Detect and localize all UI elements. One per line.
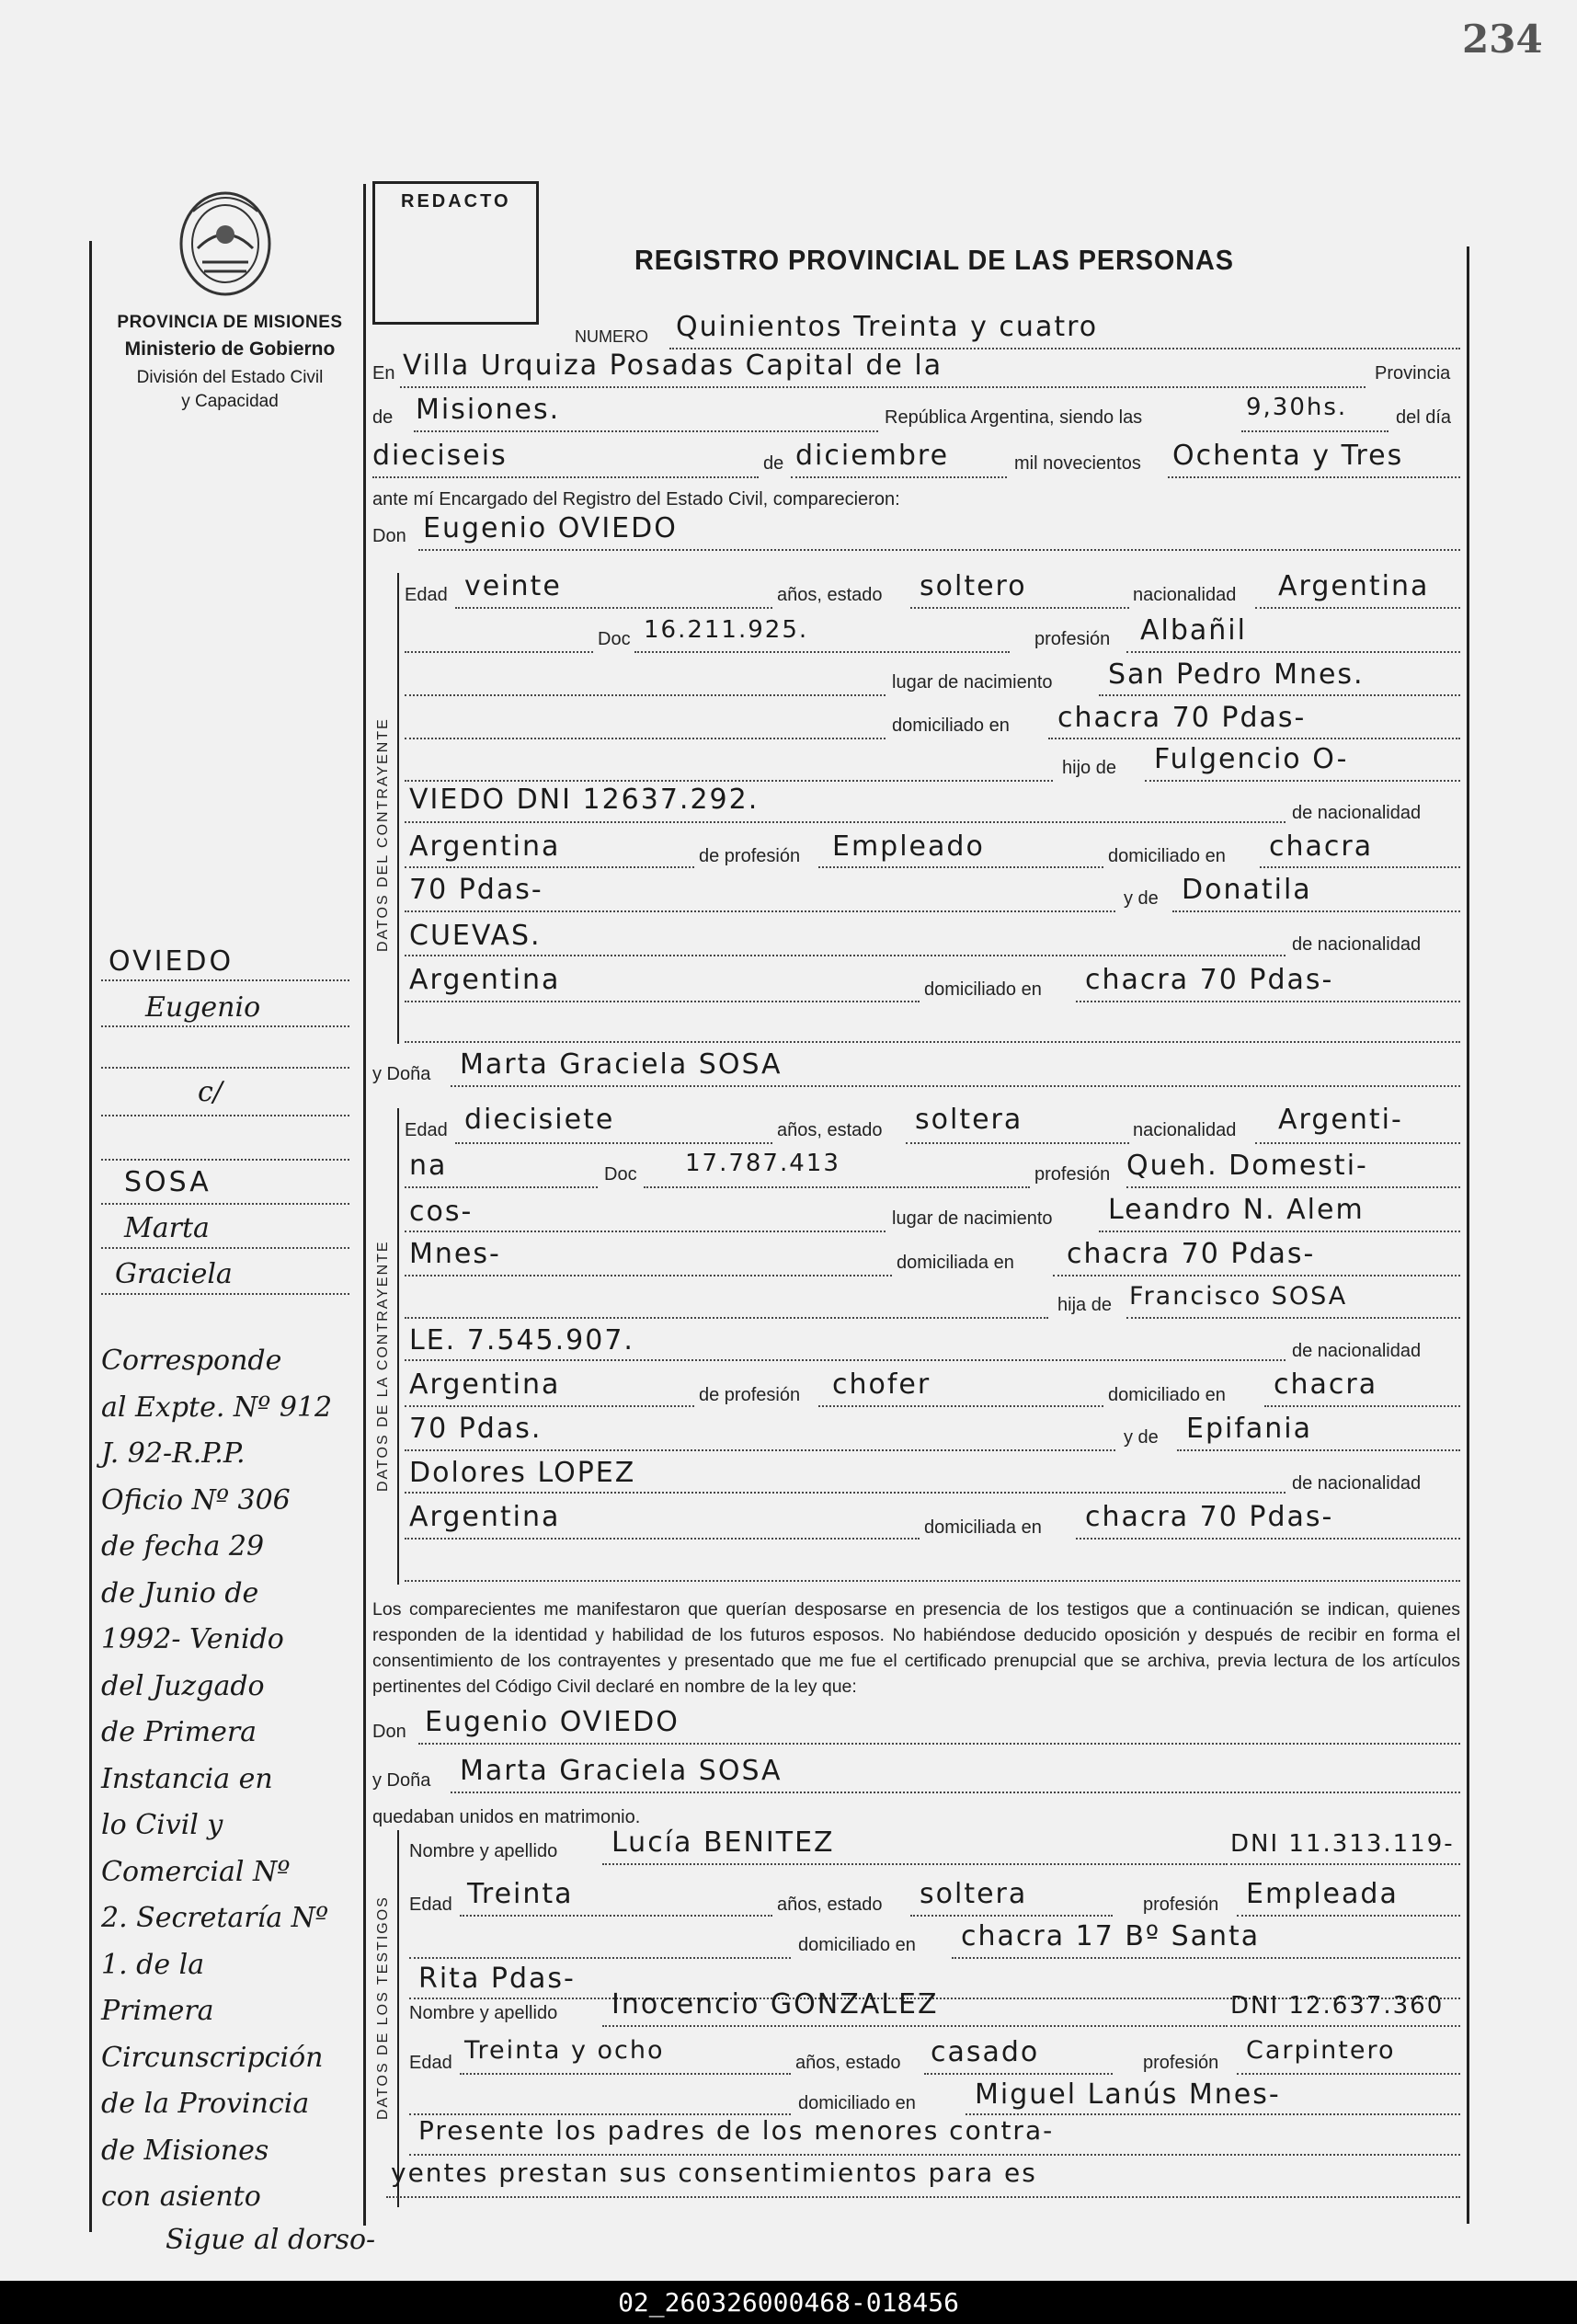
field-bride-madre: Epifania xyxy=(1186,1413,1313,1445)
field-don: Eugenio OVIEDO xyxy=(423,512,678,544)
label-anos-estado-t2: años, estado xyxy=(795,2053,901,2073)
label-dona: y Doña xyxy=(372,1064,431,1084)
label-madre-nacionalidad-b: de nacionalidad xyxy=(1292,1473,1422,1494)
label-madre-domiciliado: domiciliado en xyxy=(924,979,1042,1000)
witness-section-label: DATOS DE LOS TESTIGOS xyxy=(375,1895,391,2120)
label-anos-estado-b: años, estado xyxy=(777,1120,883,1140)
label-lugar-nacimiento-b: lugar de nacimiento xyxy=(892,1208,1053,1229)
label-de-mes: de xyxy=(763,453,784,474)
field-groom-padre-cont: VIEDO DNI 12637.292. xyxy=(409,784,760,816)
bride-section-line xyxy=(397,1108,399,1585)
margin-line-10: Instancia en xyxy=(101,1762,273,1795)
label-hijo-de: hijo de xyxy=(1062,758,1116,778)
field-t2-estado: casado xyxy=(931,2036,1040,2068)
label-hija-de: hija de xyxy=(1057,1295,1112,1315)
field-bride-lugar-cont: Mnes- xyxy=(409,1238,501,1270)
field-provincia-de: Misiones. xyxy=(416,394,561,426)
label-edad-t2: Edad xyxy=(409,2053,452,2073)
division-line-2: y Capacidad xyxy=(181,392,279,411)
field-groom-lugar: San Pedro Mnes. xyxy=(1108,658,1365,691)
margin-line-7: 1992- Venido xyxy=(101,1623,284,1655)
label-madre-nacionalidad: de nacionalidad xyxy=(1292,934,1422,955)
label-nacionalidad-b: nacionalidad xyxy=(1133,1120,1237,1140)
field-t1-nombre: Lucía BENITEZ xyxy=(611,1826,835,1859)
redacto-box xyxy=(372,181,539,325)
margin-line-3: J. 92-R.P.P. xyxy=(101,1437,246,1470)
label-y-de-b: y de xyxy=(1124,1427,1159,1448)
label-del-dia: del día xyxy=(1396,407,1452,428)
field-groom-domicilio: chacra 70 Pdas- xyxy=(1057,702,1307,734)
field-t1-doc: DNI 11.313.119- xyxy=(1230,1830,1455,1858)
label-nombre-t2: Nombre y apellido xyxy=(409,2003,558,2023)
margin-line-12: Comercial Nº xyxy=(101,1855,291,1888)
label-edad-b: Edad xyxy=(405,1120,448,1140)
field-groom-profesion: Albañil xyxy=(1140,614,1247,647)
field-hora: 9,30hs. xyxy=(1246,394,1348,421)
label-en: En xyxy=(372,363,395,384)
margin-line-19: con asiento xyxy=(101,2181,261,2213)
field-t1-domicilio: chacra 17 Bº Santa xyxy=(961,1920,1261,1952)
margin-line-9: de Primera xyxy=(101,1716,257,1748)
label-de-nacionalidad: de nacionalidad xyxy=(1292,803,1422,823)
left-border xyxy=(89,241,92,2232)
field-bride-padre-prof: chofer xyxy=(832,1368,931,1401)
field-groom-padre-prof: Empleado xyxy=(832,830,985,863)
field-groom-padre: Fulgencio O- xyxy=(1154,743,1349,775)
margin-line-1: Corresponde xyxy=(101,1345,282,1377)
field-groom-estado: soltero xyxy=(920,570,1027,602)
groom-section-line xyxy=(397,573,399,1044)
field-t2-edad: Treinta y ocho xyxy=(464,2036,665,2065)
label-don: Don xyxy=(372,526,406,546)
field-bride-padre-dom: chacra xyxy=(1274,1368,1378,1401)
field-bride-padre-cont: LE. 7.545.907. xyxy=(409,1324,634,1357)
label-domiciliado-t2: domiciliado en xyxy=(798,2093,916,2113)
label-y-de: y de xyxy=(1124,888,1159,909)
margin-line-4: Oficio Nº 306 xyxy=(101,1483,291,1517)
field-groom-padre-dom: chacra xyxy=(1269,830,1374,863)
field-groom-madre-nac: Argentina xyxy=(409,964,561,996)
witness-section-line xyxy=(397,1830,399,2207)
field-bride-lugar: Leandro N. Alem xyxy=(1108,1194,1365,1226)
label-edad: Edad xyxy=(405,585,448,605)
field-bride-padre-dom2: 70 Pdas. xyxy=(409,1413,543,1445)
margin-line-8: del Juzgado xyxy=(101,1669,265,1702)
field-bride-padre-nac: Argentina xyxy=(409,1368,561,1401)
margin-line-13: 2. Secretaría Nº xyxy=(101,1902,329,1934)
label-padre-domiciliado: domiciliado en xyxy=(1108,846,1226,866)
field-bride-nacionalidad-cont: na xyxy=(409,1150,448,1182)
label-profesion-t1: profesión xyxy=(1143,1895,1219,1915)
field-mes: diciembre xyxy=(795,440,950,472)
margin-note-graciela: Graciela xyxy=(115,1258,233,1290)
label-profesion: profesión xyxy=(1034,629,1111,649)
ministry-name: Ministerio de Gobierno xyxy=(124,338,336,360)
field-t1-domicilio-cont: Rita Pdas- xyxy=(418,1963,576,1995)
field-bride-domicilio: chacra 70 Pdas- xyxy=(1067,1238,1316,1270)
label-profesion-b: profesión xyxy=(1034,1164,1111,1185)
field-decl-don: Eugenio OVIEDO xyxy=(425,1706,680,1738)
field-bride-profesion-cont: cos- xyxy=(409,1196,474,1228)
page-number: 234 xyxy=(1462,17,1543,62)
label-republica: República Argentina, siendo las xyxy=(885,407,1143,428)
field-t1-edad: Treinta xyxy=(467,1878,574,1910)
declaration-paragraph: Los comparecientes me manifestaron que querían desposarse en presencia de los testigos que a continuación se indican, quienes responden de la identidad y habilidad de los futuros esposos. No habiéndose deducido oposición y después de recibir en forma el consentimiento de los contrayentes y presentado que me fue el certificado prenupcial que se archiva, previa lectura de los artículos pertinentes del Código Civil declaré en nombre de la ley que: xyxy=(372,1599,1460,1697)
provincial-seal-icon xyxy=(175,184,276,303)
field-en: Villa Urquiza Posadas Capital de la xyxy=(403,349,943,382)
label-padre-domiciliado-b: domiciliado en xyxy=(1108,1385,1226,1405)
label-anos-estado-t1: años, estado xyxy=(777,1895,883,1915)
margin-line-2: al Expte. Nº 912 xyxy=(101,1391,333,1424)
margin-line-17: de la Provincia xyxy=(101,2088,310,2120)
margin-line-5: de fecha 29 xyxy=(101,1530,265,1563)
label-profesion-t2: profesión xyxy=(1143,2053,1219,2073)
label-mil-novecientos: mil novecientos xyxy=(1014,453,1141,474)
label-provincia: Provincia xyxy=(1375,363,1451,384)
margin-line-14: 1. de la xyxy=(101,1948,205,1981)
label-anos-estado: años, estado xyxy=(777,585,883,605)
margin-line-11: lo Civil y xyxy=(101,1809,223,1841)
field-t2-doc: DNI 12.637.360 xyxy=(1230,1992,1445,2020)
form-title: REGISTRO PROVINCIAL DE LAS PERSONAS xyxy=(634,244,1234,276)
label-doc: Doc xyxy=(598,629,631,649)
margin-note-eugenio: Eugenio xyxy=(145,991,261,1024)
label-de-nacionalidad-b: de nacionalidad xyxy=(1292,1341,1422,1361)
field-bride-doc: 17.787.413 xyxy=(685,1150,840,1177)
field-t1-profesion: Empleada xyxy=(1246,1878,1399,1910)
field-t2-profesion: Carpintero xyxy=(1246,2036,1396,2065)
margin-note-c: c/ xyxy=(198,1076,223,1108)
field-bride-estado: soltera xyxy=(915,1104,1023,1136)
field-groom-madre-dom: chacra 70 Pdas- xyxy=(1085,964,1334,996)
field-bride-profesion: Queh. Domesti- xyxy=(1126,1150,1368,1182)
label-madre-domiciliada-b: domiciliada en xyxy=(924,1517,1042,1538)
field-t2-nombre: Inocencio GONZALEZ xyxy=(611,1988,939,2021)
field-t1-estado: soltera xyxy=(920,1878,1028,1910)
label-domiciliado-t1: domiciliado en xyxy=(798,1935,916,1955)
label-de-profesion: de profesión xyxy=(699,846,801,866)
field-groom-madre-cont: CUEVAS. xyxy=(409,920,542,952)
label-de-profesion-b: de profesión xyxy=(699,1385,801,1405)
margin-note-marta: Marta xyxy=(124,1212,210,1244)
field-bride-madre-cont: Dolores LOPEZ xyxy=(409,1457,636,1489)
field-bride-nacionalidad: Argenti- xyxy=(1278,1104,1403,1136)
bride-section-label: DATOS DE LA CONTRAYENTE xyxy=(375,1240,391,1492)
middle-border xyxy=(363,184,366,2226)
margin-line-18: de Misiones xyxy=(101,2134,269,2167)
field-groom-padre-nac: Argentina xyxy=(409,830,561,863)
margin-line-6: de Junio de xyxy=(101,1576,259,1609)
label-nacionalidad: nacionalidad xyxy=(1133,585,1237,605)
margin-note-sosa: SOSA xyxy=(124,1166,211,1198)
margin-line-15: Primera xyxy=(101,1995,214,2027)
margin-note-oviedo: OVIEDO xyxy=(109,945,234,978)
field-groom-edad: veinte xyxy=(464,570,562,602)
label-numero: NUMERO xyxy=(575,327,648,346)
label-decl-dona: y Doña xyxy=(372,1770,431,1791)
field-bride-madre-dom: chacra 70 Pdas- xyxy=(1085,1501,1334,1533)
label-lugar-nacimiento: lugar de nacimiento xyxy=(892,672,1053,693)
field-groom-padre-dom2: 70 Pdas- xyxy=(409,874,543,906)
label-nombre-t1: Nombre y apellido xyxy=(409,1841,558,1861)
field-dona: Marta Graciela SOSA xyxy=(460,1048,783,1081)
field-dia: dieciseis xyxy=(372,440,508,472)
division-line-1: División del Estado Civil xyxy=(136,368,324,387)
field-bride-madre-nac: Argentina xyxy=(409,1501,561,1533)
bottom-note-sigue: Sigue al dorso- xyxy=(166,2224,376,2256)
field-t2-domicilio: Miguel Lanús Mnes- xyxy=(975,2078,1281,2111)
label-de: de xyxy=(372,407,394,428)
redacto-label: REDACTO xyxy=(401,191,511,212)
label-domiciliado: domiciliado en xyxy=(892,716,1010,736)
field-decl-dona: Marta Graciela SOSA xyxy=(460,1755,783,1787)
field-groom-doc: 16.211.925. xyxy=(644,616,809,644)
label-doc-b: Doc xyxy=(604,1164,637,1185)
label-ante: ante mí Encargado del Registro del Estado Civil, comparecieron: xyxy=(372,489,900,509)
scan-id-footer: 02_260326000468-018456 xyxy=(0,2281,1577,2324)
margin-line-16: Circunscripción xyxy=(101,2041,324,2074)
field-groom-madre: Donatila xyxy=(1182,874,1312,906)
field-numero: Quinientos Treinta y cuatro xyxy=(676,311,1099,343)
field-groom-nacionalidad: Argentina xyxy=(1278,570,1430,602)
label-domiciliada-b: domiciliada en xyxy=(897,1253,1014,1273)
field-anio: Ochenta y Tres xyxy=(1172,440,1404,472)
field-extra-line-1: Presente los padres de los menores contra- xyxy=(418,2115,1055,2146)
field-extra-line-2: yentes prestan sus consentimientos para es xyxy=(391,2158,1037,2188)
province-name: PROVINCIA DE MISIONES xyxy=(117,313,343,332)
margin-annotation xyxy=(101,1338,363,2221)
right-border xyxy=(1467,246,1469,2224)
field-bride-padre: Francisco SOSA xyxy=(1129,1282,1348,1311)
label-quedaban: quedaban unidos en matrimonio. xyxy=(372,1807,641,1827)
label-decl-don: Don xyxy=(372,1722,406,1742)
field-bride-edad: diecisiete xyxy=(464,1104,615,1136)
label-edad-t1: Edad xyxy=(409,1895,452,1915)
groom-section-label: DATOS DEL CONTRAYENTE xyxy=(375,717,391,952)
